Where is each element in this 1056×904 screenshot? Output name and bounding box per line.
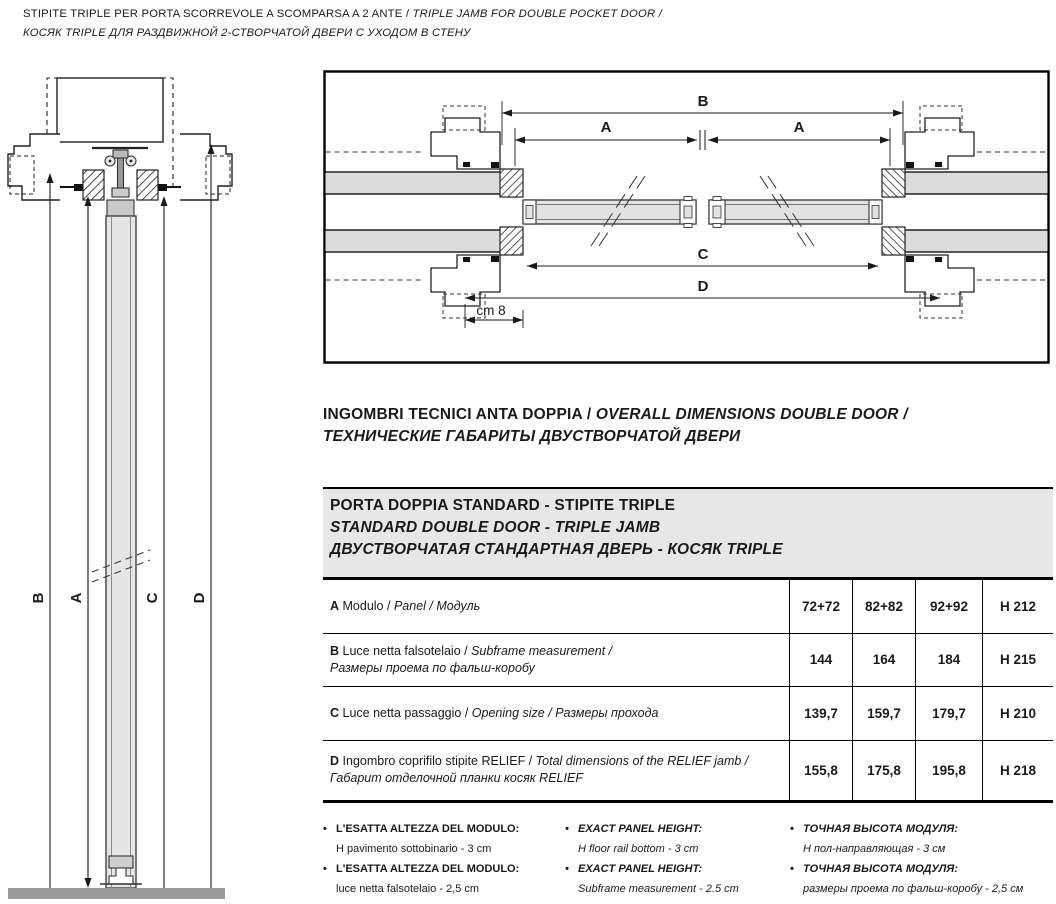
pocket-assembly-right xyxy=(709,106,974,318)
row-key: D xyxy=(330,754,340,769)
page-title-line1 xyxy=(23,5,662,24)
bullet-icon: • xyxy=(790,863,794,875)
hatched-jamb xyxy=(500,169,523,197)
row-label: A Modulo / Panel / Модуль xyxy=(330,598,481,613)
dim-label-d: D xyxy=(191,592,208,604)
dim-label-wall-thickness: cm 8 xyxy=(476,303,506,318)
value-cell: 159,7 xyxy=(852,687,915,740)
value-cell: 155,8 xyxy=(789,741,852,801)
section-heading-italian: INGOMBRI TECNICI ANTA DOPPIA / xyxy=(323,406,592,423)
height-cell: H 210 xyxy=(982,687,1053,740)
dim-label-a-right: A xyxy=(793,119,805,136)
relief-profile xyxy=(431,118,500,169)
table-row-d xyxy=(323,741,1053,801)
footnotes-russian xyxy=(790,819,1056,899)
height-cell: H 218 xyxy=(982,741,1053,801)
dim-label-a: A xyxy=(68,592,85,604)
table-row-b xyxy=(323,634,1053,688)
roller-carriage xyxy=(105,150,136,216)
section-heading-english: OVERALL DIMENSIONS DOUBLE DOOR / xyxy=(595,406,908,423)
dim-label-c: C xyxy=(144,592,161,604)
bullet-icon: • xyxy=(565,823,569,835)
row-key: A xyxy=(330,598,340,613)
value-cell: 175,8 xyxy=(852,741,915,801)
footnote-item: • EXACT PANEL HEIGHT: H floor rail bottom - 3 cm xyxy=(565,819,785,859)
section-heading-line2 xyxy=(323,426,1043,448)
hatched-jamb-left xyxy=(83,170,104,200)
dim-label-d: D xyxy=(697,278,709,295)
value-cell: 139,7 xyxy=(789,687,852,740)
bullet-icon: • xyxy=(323,823,327,835)
bullet-icon: • xyxy=(790,823,794,835)
page-title-line2 xyxy=(23,24,662,43)
value-cell: 144 xyxy=(789,634,852,687)
row-label: B Luce netta falsotelaio / Subframe measurement / Размеры проема по фальш-коробу xyxy=(330,643,613,675)
relief-profile-right xyxy=(180,134,232,200)
value-cell: 184 xyxy=(915,634,982,687)
table-header-block xyxy=(323,487,1053,580)
table-row-c xyxy=(323,687,1053,741)
table-header-line3: ДВУСТВОРЧАТАЯ СТАНДАРТНАЯ ДВЕРЬ - КОСЯК TRIPLE xyxy=(330,541,783,558)
height-cell: H 212 xyxy=(982,580,1053,633)
footnotes-english xyxy=(565,819,785,899)
value-cell: 92+92 xyxy=(915,580,982,633)
table-header-line2: STANDARD DOUBLE DOOR - TRIPLE JAMB xyxy=(330,519,661,536)
floor xyxy=(8,888,225,899)
wall-right xyxy=(905,172,1048,252)
title-russian: КОСЯК TRIPLE ДЛЯ РАЗДВИЖНОЙ 2-СТВОРЧАТОЙ ДВЕРИ С УХОДОМ В СТЕНУ xyxy=(23,27,471,39)
page-title xyxy=(23,5,662,43)
footnote-item: • ТОЧНАЯ ВЫСОТА МОДУЛЯ: размеры проема по фальш-коробу - 2,5 см xyxy=(790,859,1056,899)
row-key: B xyxy=(330,643,340,658)
hatched-jamb xyxy=(500,227,523,255)
dimensions-table xyxy=(323,580,1053,803)
section-heading xyxy=(323,404,1043,448)
footnote-item: • L'ESATTA ALTEZZA DEL MODULO: H pavimento sottobinario - 3 cm xyxy=(323,819,561,859)
dim-label-a-left: A xyxy=(600,119,612,136)
table-header-line1: PORTA DOPPIA STANDARD - STIPITE TRIPLE xyxy=(330,497,676,514)
relief-profile-left xyxy=(8,134,60,200)
title-italian: STIPITE TRIPLE PER PORTA SCORREVOLE A SCOMPARSA A 2 ANTE / xyxy=(23,8,410,20)
hatched-jamb-right xyxy=(137,170,158,200)
table-row-a xyxy=(323,580,1053,634)
door-panel xyxy=(92,216,150,888)
footnote-item: • L'ESATTA ALTEZZA DEL MODULO: luce netta falsotelaio - 2,5 cm xyxy=(323,859,561,899)
section-heading-russian: ТЕХНИЧЕСКИЕ ГАБАРИТЫ ДВУСТВОРЧАТОЙ ДВЕРИ xyxy=(323,428,741,445)
value-cell: 82+82 xyxy=(852,580,915,633)
bullet-icon: • xyxy=(323,863,327,875)
dim-label-b: B xyxy=(30,592,47,604)
value-cell: 195,8 xyxy=(915,741,982,801)
dim-label-c: C xyxy=(697,246,709,263)
footnote-item: • EXACT PANEL HEIGHT: Subframe measurement - 2.5 cm xyxy=(565,859,785,899)
door-leaf xyxy=(523,176,696,246)
pocket-assembly-left xyxy=(431,106,696,318)
dim-label-b: B xyxy=(697,93,709,110)
value-cell: 179,7 xyxy=(915,687,982,740)
footnotes-italian xyxy=(323,819,561,899)
row-label: D Ingombro coprifilo stipite RELIEF / Total dimensions of the RELIEF jamb / Габарит отделочной планки косяк RELIEF xyxy=(330,754,749,786)
title-english: TRIPLE JAMB FOR DOUBLE POCKET DOOR / xyxy=(412,8,663,20)
height-cell: H 215 xyxy=(982,634,1053,687)
value-cell: 72+72 xyxy=(789,580,852,633)
footnote-item: • ТОЧНАЯ ВЫСОТА МОДУЛЯ: H пол-направляющая - 3 см xyxy=(790,819,1056,859)
plan-view-drawing xyxy=(323,70,1050,365)
section-view-drawing xyxy=(0,70,240,904)
row-label: C Luce netta passaggio / Opening size / Размеры прохода xyxy=(330,705,659,720)
section-heading-line1 xyxy=(323,404,1043,426)
bullet-icon: • xyxy=(565,863,569,875)
value-cell: 164 xyxy=(852,634,915,687)
row-key: C xyxy=(330,705,340,720)
wall-left xyxy=(326,172,501,252)
